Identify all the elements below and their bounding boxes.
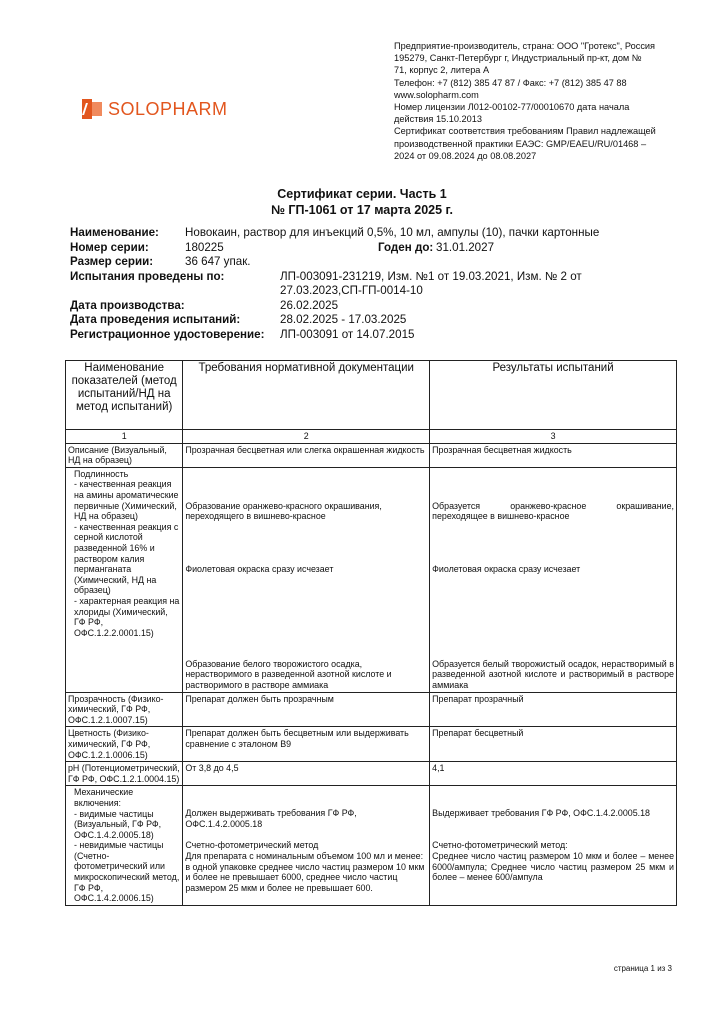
table-row [66,786,677,906]
table-row [66,467,677,692]
production-date-label: Дата производства: [70,298,185,312]
batch-label: Номер серии: [70,240,149,254]
indicator-cell: Описание (Визуальный, НД на образец) [66,443,183,467]
indicator-cell: Цветность (Физико-химический, ГФ РФ, ОФС.1.2.1.0006.15) [66,727,183,762]
result-text: Образуется белый творожистый осадок, нерастворимый в разведенной азотной кислоте и растворимый в растворе аммиака [432,658,674,690]
company-line: Телефон: +7 (812) 385 47 87 / Факс: +7 (812) 385 47 88 [394,77,627,88]
result-cell [430,467,677,692]
batch-value: 180225 [185,240,224,254]
result-cell: 4,1 [430,762,677,786]
requirement-text: Должен выдерживать требования ГФ РФ, ОФС.1.4.2.0005.18 [185,808,357,829]
document-title: Сертификат серии. Часть 1 [277,187,447,201]
registration-label: Регистрационное удостоверение: [70,327,265,341]
company-logo [82,98,228,120]
requirement-cell: Препарат должен быть бесцветным или выдерживать сравнение с эталоном В9 [183,727,430,762]
result-text: Среднее число частиц размером 10 мкм и более – менее 6000/ампула; Среднее число частиц размером 25 мкм и более – менее 600/ампула [432,850,674,883]
header-requirements: Требования нормативной документации [183,361,430,430]
name-value: Новокаин, раствор для инъекций 0,5%, 10 мл, ампулы (10), пачки картонные [185,226,600,239]
requirement-title: Счетно-фотометрический метод [185,840,319,851]
test-dates-value: 28.02.2025 - 17.03.2025 [280,313,407,326]
header-results: Результаты испытаний [430,361,677,430]
result-text: Выдерживает требования ГФ РФ, ОФС.1.4.2.0005.18 [432,808,650,819]
indicator-title: Механические включения: [74,787,134,808]
table-header [66,361,677,430]
column-number: 1 [66,430,183,444]
page-number: страница 1 из 3 [613,964,672,973]
indicator-cell: Прозрачность (Физико-химический, ГФ РФ, ОФС.1.2.1.0007.15) [66,692,183,727]
header-indicator: Наименование показателей (метод испытаний/НД на метод испытаний) [66,361,183,430]
result-cell [430,786,677,906]
name-label: Наименование: [70,226,159,239]
indicator-cell [66,467,183,692]
company-line: 195279, Санкт-Петербург г, Индустриальный пр-кт, дом № [394,53,642,64]
test-dates-label: Дата проведения испытаний: [70,313,241,326]
company-line: производственной практики ЕАЭС: GMP/EAEU/RU/01468 – [394,138,647,149]
indicator-title: Подлинность [74,468,129,479]
test-results-table [65,360,677,906]
tests-value-cont: 27.03.2023,СП-ГП-0014-10 [280,284,423,297]
result-cell: Прозрачная бесцветная жидкость [430,443,677,467]
result-text: Фиолетовая окраска сразу исчезает [432,563,581,574]
manufacturer-info [394,40,686,162]
tests-value: ЛП-003091-231219, Изм. №1 от 19.03.2021, Изм. № 2 от [280,269,582,283]
indicator-sub: - видимые частицы (Визуальный, ГФ РФ, ОФС.1.4.2.0005.18) [74,808,162,840]
column-numbers [66,430,677,444]
indicator-sub: - качественная реакция с серной кислотой разведенной 16% и раствором калия перманганата (Химический, НД на образец) [74,521,179,596]
indicator-sub: - характерная реакция на хлориды (Химический, ГФ РФ, ОФС.1.2.2.0001.15) [74,595,180,638]
requirement-text: Образование белого творожистого осадка, нерастворимого в разведенной азотной кислоте и растворимого в растворе аммиака [185,658,392,690]
size-label: Размер серии: [70,255,154,268]
requirement-text: Образование оранжево-красного окрашивания, переходящего в вишнево-красное [185,500,382,522]
logo-text: SOLOPHARM [108,98,228,119]
table-row [66,443,677,467]
result-text: Образуется оранжево-красное окрашивание, переходящее в вишнево-красное [432,500,674,522]
column-number: 2 [183,430,430,444]
requirement-cell [183,786,430,906]
company-line: Сертификат соответствия требованиям Правил надлежащей [394,126,656,137]
company-line: 71, корпус 2, литера А [394,65,490,76]
requirement-cell: Препарат должен быть прозрачным [183,692,430,727]
indicator-cell: pH (Потенциометрический, ГФ РФ, ОФС.1.2.1.0004.15) [66,762,183,786]
expiry-label: Годен до: [378,240,434,254]
result-title: Счетно-фотометрический метод: [432,840,568,851]
expiry-value: 31.01.2027 [436,240,495,254]
company-line: действия 15.10.2013 [394,114,482,125]
indicator-sub: - невидимые частицы (Счетно-фотометрический или микроскопический метод, ГФ РФ, ОФС.1.4.2.0006.15) [74,840,180,904]
requirement-text: Фиолетовая окраска сразу исчезает [185,563,334,574]
company-line: Номер лицензии Л012-00102-77/00010670 дата начала [394,102,630,113]
production-date-value: 26.02.2025 [280,298,339,312]
result-cell: Препарат прозрачный [430,692,677,727]
company-line: 2024 от 09.08.2024 до 08.08.2027 [394,150,537,161]
column-number: 3 [430,430,677,444]
requirement-cell: От 3,8 до 4,5 [183,762,430,786]
company-line: Предприятие-производитель, страна: ООО "Гротекс", Россия [394,41,656,51]
batch-info [70,226,670,342]
registration-value: ЛП-003091 от 14.07.2015 [280,327,415,341]
indicator-sub: - качественная реакция на амины ароматические первичные (Химический, НД на образец) [74,479,179,522]
table-row [66,762,677,786]
company-line: www.solopharm.com [394,89,479,100]
table-row [66,692,677,727]
requirement-cell: Прозрачная бесцветная или слегка окрашенная жидкость [183,443,430,467]
solopharm-logo-icon [82,99,102,119]
tests-label: Испытания проведены по: [70,269,225,283]
result-cell: Препарат бесцветный [430,727,677,762]
indicator-cell [66,786,183,906]
size-value: 36 647 упак. [185,255,251,268]
requirement-cell [183,467,430,692]
table-row [66,727,677,762]
requirement-text: Для препарата с номинальным объемом 100 мл и менее: в одной упаковке среднее число частиц размером 10 мкм и более не превышает 6000, среднее число частиц размером 25 мкм и более не превышает 600. [185,850,425,893]
certificate-number: № ГП-1061 от 17 марта 2025 г. [271,203,453,217]
